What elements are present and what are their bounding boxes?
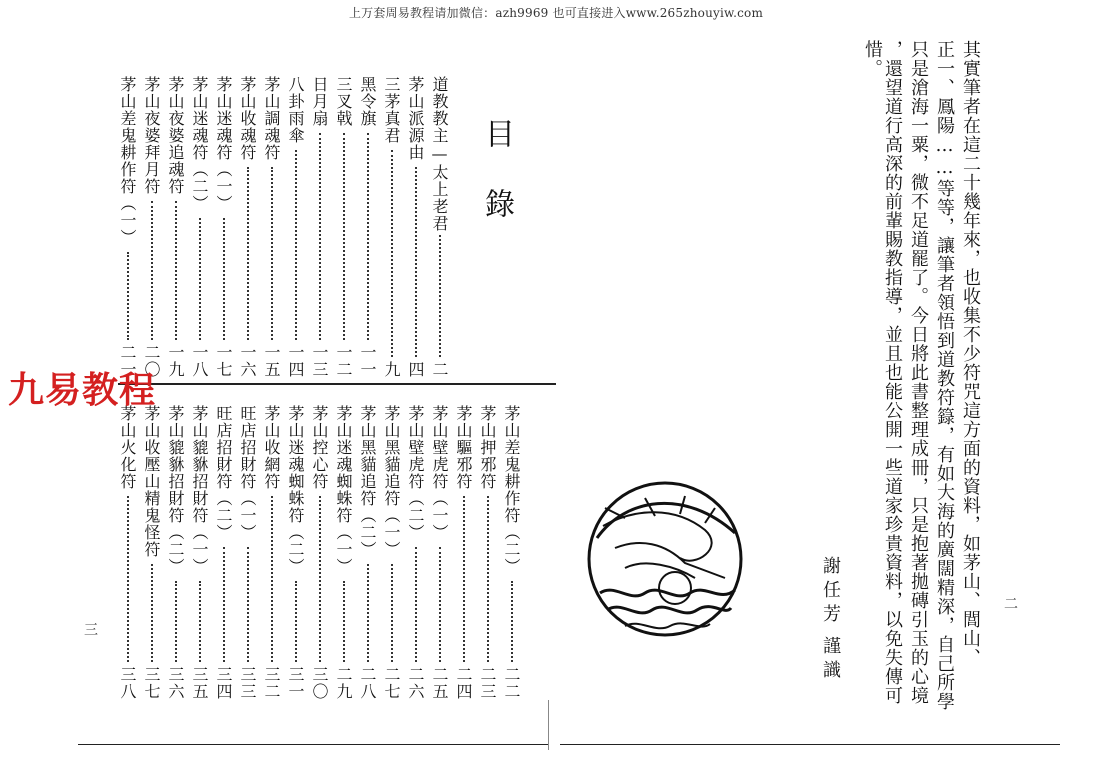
toc-entry bbox=[284, 76, 308, 380]
toc-entry-label: 茅山控心符 bbox=[310, 405, 329, 490]
toc-entry-label: 茅山貔貅招財符（一） bbox=[190, 405, 209, 575]
toc-entry-label: 茅山火化符 bbox=[118, 405, 137, 490]
toc-entry-leader bbox=[319, 496, 321, 662]
toc-entry-page: 二二 bbox=[502, 666, 521, 700]
toc-entry-leader bbox=[367, 564, 369, 662]
toc-entry-page: 三五 bbox=[190, 666, 209, 700]
toc-entry bbox=[140, 76, 164, 380]
toc-entry-leader bbox=[439, 547, 441, 662]
toc-entry-leader bbox=[487, 496, 489, 662]
toc-entry-label: 三茅真君 bbox=[382, 76, 401, 144]
toc-entry-label: 八卦雨傘 bbox=[286, 76, 305, 144]
toc-entry-leader bbox=[295, 150, 297, 340]
toc-entry-leader bbox=[175, 201, 177, 340]
toc-entry bbox=[428, 405, 452, 702]
toc-entry-leader bbox=[223, 218, 225, 340]
toc-entry-leader bbox=[199, 581, 201, 662]
toc-entry-page: 三三 bbox=[238, 666, 257, 700]
toc-entry-page: 三二 bbox=[262, 666, 281, 700]
toc-entry-page: 二五 bbox=[430, 666, 449, 700]
toc-entry-page: 三四 bbox=[214, 666, 233, 700]
toc-entry-page: 一三 bbox=[310, 344, 329, 378]
toc-entry-page: 四 bbox=[406, 361, 425, 378]
toc-entry-label: 茅山黑貓追符（二） bbox=[358, 405, 377, 558]
toc-entry bbox=[380, 76, 404, 380]
toc-entry bbox=[308, 405, 332, 702]
bottom-rule-left bbox=[78, 744, 548, 745]
toc-entry-label: 茅山黑貓追符（一） bbox=[382, 405, 401, 558]
toc-entry-label: 茅山夜婆追魂符 bbox=[166, 76, 185, 195]
toc-entry-leader bbox=[367, 133, 369, 340]
toc-entry-leader bbox=[295, 581, 297, 662]
toc-entry-leader bbox=[271, 496, 273, 662]
toc-entry-page: 二六 bbox=[406, 666, 425, 700]
toc-entry-label: 茅山收魂符 bbox=[238, 76, 257, 161]
toc-entry bbox=[356, 76, 380, 380]
toc-entry-page: 三七 bbox=[142, 666, 161, 700]
toc-entry-leader bbox=[151, 201, 153, 340]
toc-entry bbox=[116, 405, 140, 702]
preface-author: 謝任芳 bbox=[820, 556, 841, 628]
toc-entry bbox=[188, 405, 212, 702]
toc-entry bbox=[428, 76, 452, 380]
watermark-logo: 九易教程 bbox=[8, 370, 157, 411]
toc-entry-page: 二八 bbox=[358, 666, 377, 700]
toc-entry-label: 茅山迷魂符（一） bbox=[214, 76, 233, 212]
toc-entry-page: 三一 bbox=[286, 666, 305, 700]
preface-column: 只是滄海一粟，微不足道罷了。今日將此書整理成冊，只是抱著拋磚引玉的心境 bbox=[908, 40, 929, 705]
toc-entry-page: 一一 bbox=[358, 344, 377, 378]
toc-entry-page: 一九 bbox=[166, 344, 185, 378]
toc-entry-page: 二〇 bbox=[142, 344, 161, 378]
toc-entry-page: 一四 bbox=[286, 344, 305, 378]
left-page-number: 三 bbox=[82, 622, 98, 636]
toc-entry bbox=[356, 405, 380, 702]
header-note: 上万套周易教程请加微信：azh9969 也可直接进入www.265zhouyiw.com bbox=[348, 6, 764, 20]
toc-entry bbox=[212, 76, 236, 380]
toc-entry-label: 茅山壁虎符（一） bbox=[430, 405, 449, 541]
toc-entry bbox=[140, 405, 164, 702]
toc-entry bbox=[404, 76, 428, 380]
toc-entry-page: 一八 bbox=[190, 344, 209, 378]
toc-entry-label: 茅山差鬼耕作符（一） bbox=[118, 76, 137, 246]
toc-entry-leader bbox=[151, 564, 153, 662]
preface-column: 惜。 bbox=[862, 40, 883, 78]
toc-entry-label: 茅山押邪符 bbox=[478, 405, 497, 490]
preface-column: ，還望道行高深的前輩賜教指導，並且也能公開一些道家珍貴資料，以免失傳可 bbox=[882, 40, 903, 705]
toc-entry-page: 一二 bbox=[334, 344, 353, 378]
toc-entry-leader bbox=[511, 581, 513, 662]
spine-mark bbox=[548, 700, 549, 750]
toc-entry-page: 一六 bbox=[238, 344, 257, 378]
toc-entry bbox=[500, 405, 524, 702]
toc-entry-leader bbox=[271, 167, 273, 340]
toc-entry-leader bbox=[463, 496, 465, 662]
toc-entry-label: 茅山差鬼耕作符（二） bbox=[502, 405, 521, 575]
toc-entry-label: 茅山調魂符 bbox=[262, 76, 281, 161]
toc-entry-leader bbox=[391, 150, 393, 357]
toc-entry bbox=[188, 76, 212, 380]
toc-entry-leader bbox=[127, 496, 129, 662]
toc-entry-label: 茅山收壓山精鬼怪符 bbox=[142, 405, 161, 558]
toc-entry-label: 茅山貔貅招財符（二） bbox=[166, 405, 185, 575]
toc-section-divider bbox=[118, 383, 556, 385]
bottom-rule-right bbox=[560, 744, 1060, 745]
toc-entry-label: 茅山驅邪符 bbox=[454, 405, 473, 490]
toc-entry-page: 二四 bbox=[454, 666, 473, 700]
toc-entry bbox=[260, 76, 284, 380]
toc-entry-page: 一五 bbox=[262, 344, 281, 378]
toc-entry-label: 茅山迷魂蜘蛛符（一） bbox=[334, 405, 353, 575]
toc-entry-page: 二 bbox=[430, 361, 449, 378]
toc-entry bbox=[452, 405, 476, 702]
toc-entry-leader bbox=[343, 581, 345, 662]
toc-entry-page: 二九 bbox=[334, 666, 353, 700]
toc-entry bbox=[476, 405, 500, 702]
toc-entry-label: 茅山夜婆拜月符 bbox=[142, 76, 161, 195]
right-page-number: 二 bbox=[1002, 596, 1018, 610]
preface-closing: 謹識 bbox=[820, 636, 841, 684]
toc-entry-leader bbox=[199, 218, 201, 340]
toc-entry-label: 茅山迷魂蜘蛛符（二） bbox=[286, 405, 305, 575]
crane-emblem-icon bbox=[585, 478, 745, 640]
toc-entry-page: 一七 bbox=[214, 344, 233, 378]
toc-entry-label: 三叉戟 bbox=[334, 76, 353, 127]
toc-entry-leader bbox=[223, 547, 225, 662]
toc-entry-leader bbox=[439, 235, 441, 357]
toc-entry-label: 旺店招財符（二） bbox=[214, 405, 233, 541]
toc-entry-label: 茅山收網符 bbox=[262, 405, 281, 490]
toc-entry-leader bbox=[175, 581, 177, 662]
toc-title: 目錄 bbox=[479, 118, 514, 258]
toc-entry-page: 三〇 bbox=[310, 666, 329, 700]
toc-entry bbox=[116, 76, 140, 380]
preface-column: 其實筆者在這二十幾年來，也收集不少符咒這方面的資料，如茅山、閭山、 bbox=[960, 40, 981, 667]
toc-entry-label: 茅山壁虎符（二） bbox=[406, 405, 425, 541]
toc-entry-label: 道教教主—太上老君 bbox=[430, 76, 449, 232]
toc-entry-leader bbox=[319, 133, 321, 340]
toc-entry-page: 二七 bbox=[382, 666, 401, 700]
preface-column: 正一、鳳陽……等等，讓筆者領悟到道教符籙，有如大海的廣闊精深，自己所學 bbox=[934, 40, 955, 711]
toc-entry-leader bbox=[127, 252, 129, 340]
toc-entry-label: 黑令旗 bbox=[358, 76, 377, 127]
toc-entry bbox=[284, 405, 308, 702]
toc-entry bbox=[332, 76, 356, 380]
toc-entry-leader bbox=[247, 547, 249, 662]
toc-entry bbox=[332, 405, 356, 702]
toc-entry bbox=[212, 405, 236, 702]
toc-entry-page: 三八 bbox=[118, 666, 137, 700]
toc-entry bbox=[260, 405, 284, 702]
toc-entry bbox=[236, 76, 260, 380]
toc-entry-leader bbox=[391, 564, 393, 662]
toc-entry bbox=[236, 405, 260, 702]
toc-entry bbox=[164, 405, 188, 702]
toc-entry-label: 日月扇 bbox=[310, 76, 329, 127]
toc-entry-page: 九 bbox=[382, 361, 401, 378]
toc-entry-leader bbox=[415, 547, 417, 662]
toc-entry-page: 二三 bbox=[478, 666, 497, 700]
toc-entry-leader bbox=[247, 167, 249, 340]
toc-entry-leader bbox=[415, 167, 417, 357]
toc-entry-leader bbox=[343, 133, 345, 340]
toc-entry-label: 茅山迷魂符（二） bbox=[190, 76, 209, 212]
toc-entry-page: 二一 bbox=[118, 344, 137, 378]
toc-entry bbox=[404, 405, 428, 702]
toc-entry-label: 旺店招財符（一） bbox=[238, 405, 257, 541]
toc-entry bbox=[380, 405, 404, 702]
toc-entry-page: 三六 bbox=[166, 666, 185, 700]
toc-entry-label: 茅山派源由 bbox=[406, 76, 425, 161]
toc-entry bbox=[164, 76, 188, 380]
toc-entry bbox=[308, 76, 332, 380]
